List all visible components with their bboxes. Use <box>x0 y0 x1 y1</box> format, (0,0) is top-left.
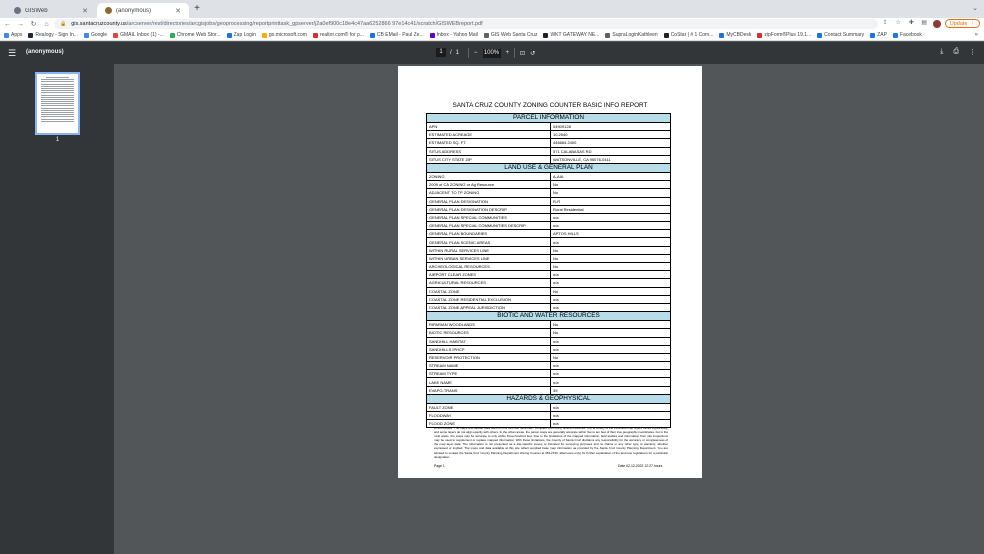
field-value: R-R <box>551 197 671 205</box>
field-value: APTOS HILLS <box>551 230 671 238</box>
field-value: WATSONVILLE, CA 95076-0411 <box>551 155 671 163</box>
table-row <box>427 370 671 378</box>
table-row <box>427 205 671 213</box>
table-row <box>427 172 671 180</box>
email-icon <box>370 33 375 38</box>
zap-icon <box>227 33 232 38</box>
bookmark-star-icon[interactable]: ☆ <box>895 20 901 26</box>
bookmark-label: Chrome Web Stor... <box>176 32 221 38</box>
table-row <box>427 263 671 271</box>
costar-icon <box>664 33 669 38</box>
bookmark-item[interactable] <box>28 32 78 38</box>
bookmark-label: go.microsoft.com <box>268 32 307 38</box>
extensions-puzzle-icon[interactable]: ✚ <box>908 20 914 26</box>
field-value: 446664.2400 <box>551 139 671 147</box>
address-bar[interactable] <box>54 19 878 29</box>
table-row <box>427 181 671 189</box>
field-label: ARCHEOLOGICAL RESOURCES <box>427 263 551 271</box>
update-button[interactable] <box>945 19 980 28</box>
zoom-controls <box>468 48 535 58</box>
table-row <box>427 213 671 221</box>
reading-list-icon[interactable]: ▤ <box>921 20 928 26</box>
table-row <box>427 131 671 139</box>
zipform-icon <box>757 33 762 38</box>
field-label: ESTIMATED ACREAGE <box>427 131 551 139</box>
toolbar-actions <box>881 19 980 28</box>
document-title: (anonymous) <box>26 49 64 55</box>
field-value: No <box>551 263 671 271</box>
field-label: WITHIN URBAN SERVICES LINE <box>427 254 551 262</box>
field-value: No <box>551 321 671 329</box>
field-label: AGRICULTURAL RESOURCES <box>427 279 551 287</box>
thumbnail-page-number: 1 <box>55 137 60 143</box>
table-row <box>427 189 671 197</box>
contact-icon <box>817 33 822 38</box>
table-row <box>427 222 671 230</box>
bookmark-item[interactable] <box>543 32 599 38</box>
field-value: n/a <box>551 403 671 411</box>
bookmark-label: Realogy - Sign In... <box>35 32 78 38</box>
field-label: 2009 of CA ZONING or Ag Resource <box>427 181 551 189</box>
bookmark-label: Google <box>90 32 108 38</box>
table-row <box>427 147 671 155</box>
report-title: SANTA CRUZ COUNTY ZONING COUNTER BASIC INFO REPORT <box>452 102 648 109</box>
new-tab-icon[interactable]: + <box>194 3 200 14</box>
bookmark-item[interactable] <box>430 32 478 38</box>
field-value: No <box>551 246 671 254</box>
download-icon[interactable]: ⤓ <box>940 48 944 55</box>
field-value: n/a <box>551 295 671 303</box>
table-row <box>427 230 671 238</box>
field-value: n/a <box>551 271 671 279</box>
bookmark-label: CoStar | # 1 Com... <box>670 32 714 38</box>
table-row <box>427 279 671 287</box>
field-label: STREAM TYPE <box>427 370 551 378</box>
url-path: /arcserver/rest/directories/arcgisjobs/geoprocessing/reportprinttask_gpserver/j2a0ef900c18e4c47aa6252866 97e14c41/scratch/GISWEBreport.pdf <box>126 21 483 27</box>
back-arrow-icon[interactable]: ← <box>4 20 11 28</box>
section-header-row <box>427 312 671 321</box>
microsoft-icon <box>262 33 267 38</box>
tab-title: (anonymous) <box>116 7 152 14</box>
field-label: COASTAL ZONE <box>427 287 551 295</box>
gmail-icon <box>113 33 118 38</box>
field-label: GENERAL PLAN SCENIC AREAS <box>427 238 551 246</box>
table-row <box>427 295 671 303</box>
tab-anonymous[interactable] <box>97 3 189 18</box>
field-label: APN <box>427 123 551 131</box>
bookmark-item[interactable] <box>313 32 364 38</box>
table-row <box>427 287 671 295</box>
footer-page-label: Page 1 <box>434 464 445 468</box>
field-value: n/a <box>551 279 671 287</box>
field-label: RESERVOIR PROTECTION <box>427 353 551 361</box>
table-row <box>427 412 671 420</box>
rotate-icon[interactable]: ↺ <box>530 50 536 57</box>
hamburger-menu-icon[interactable]: ☰ <box>8 48 17 58</box>
bookmark-item[interactable] <box>262 32 307 38</box>
bookmark-item[interactable] <box>227 32 256 38</box>
field-value: No <box>551 287 671 295</box>
bookmark-label: Facebook <box>899 32 922 38</box>
globe-icon <box>605 33 610 38</box>
bookmark-item[interactable] <box>817 32 864 38</box>
page-thumbnail[interactable] <box>35 72 80 135</box>
field-label: GENERAL PLAN DESIGNATION <box>427 197 551 205</box>
home-icon[interactable]: ⌂ <box>44 20 49 28</box>
page-separator: / <box>450 49 452 56</box>
disclaimer-text: DISCLAIMER: The maps and tabular data used on this web site have been compiled from many different sources. The accuracy of the individual map layers varies significantly, and some layers do not align exactly with others. In the urban areas, the parcel maps are generally accurate within five to ten feet of their true geographic coordinates, but in the rural areas, the maps may be accurate to only within three-hundred feet. Due to the limitations of the mapped information, field studies and information from site inspections may be used to supplement or replace mapped information. With these limitations, the County of Santa Cruz disclaims any responsibility for the accuracy or completeness of the map layer data. The information is not presented as a site-specific survey or intended for surveying purposes and no claims or any other type of warranty, whether expressed or implied. The maps and data available at this site reflect supplied base map information as provided by the Santa Cruz County Planning Department. You are advised to contact the Santa Cruz County Planning Department Zoning Counter at 454-2130, afternoons only) for further explanation of the land use regulations for a particular designation. <box>434 426 668 459</box>
realtor-icon <box>313 33 318 38</box>
bookmark-apps[interactable] <box>4 32 22 38</box>
table-row <box>427 403 671 411</box>
bookmark-label: WKT GATEWAY NE... <box>550 32 600 38</box>
reload-icon[interactable]: ↻ <box>30 20 37 28</box>
field-value: n/a <box>551 213 671 221</box>
field-value: No <box>551 353 671 361</box>
field-label: AIRPORT CLEAR ZONES <box>427 271 551 279</box>
table-row <box>427 321 671 329</box>
field-label: WITHIN RURAL SERVICES LINE <box>427 246 551 254</box>
lock-icon: 🔒 <box>60 21 67 27</box>
field-label: ZONING <box>427 172 551 180</box>
pdf-page <box>398 66 702 478</box>
field-label: ADJACENT TO TP ZONING <box>427 189 551 197</box>
table-row <box>427 303 671 311</box>
bookmark-label: CB EMail - Paul Ze... <box>376 32 424 38</box>
field-label: COASTAL ZONE APPEAL JURISDICTION <box>427 303 551 311</box>
yahoo-mail-icon <box>430 33 435 38</box>
thumbnail-sidebar <box>0 64 114 554</box>
bookmark-label: SupraLoginKathleen <box>612 32 658 38</box>
footer-date: Date 02-12-2022 12:27 hours <box>618 464 663 468</box>
zoom-in-icon[interactable]: + <box>505 50 510 56</box>
field-value: 04909128 <box>551 123 671 131</box>
pdf-actions <box>940 48 976 56</box>
section-header-row <box>427 394 671 403</box>
field-value: No <box>551 329 671 337</box>
facebook-icon <box>893 33 898 38</box>
table-row <box>427 139 671 147</box>
table-row <box>427 362 671 370</box>
field-value: n/a <box>551 420 671 428</box>
field-value: No <box>551 189 671 197</box>
page-navigation <box>436 48 459 57</box>
bookmark-item[interactable] <box>870 32 887 38</box>
field-label: GENERAL PLAN DESIGNATION DESCRIP. <box>427 205 551 213</box>
tab-close-icon[interactable]: ✕ <box>82 7 88 15</box>
field-value: A-AIA <box>551 172 671 180</box>
field-label: SITUS CITY STATE ZIP <box>427 155 551 163</box>
total-pages: 1 <box>455 49 460 56</box>
field-value: 571 CALABASAS RD <box>551 147 671 155</box>
bookmark-label: Inbox - Yahoo Mail <box>436 32 478 38</box>
field-label: GENERAL PLAN BOUNDARIES <box>427 230 551 238</box>
more-options-icon[interactable]: ⋮ <box>969 49 976 56</box>
bookmarks-overflow-icon[interactable]: » <box>974 32 978 38</box>
field-label: SANDHILL HABITAT <box>427 337 551 345</box>
table-row <box>427 238 671 246</box>
wkt-icon <box>543 33 548 38</box>
table-row <box>427 271 671 279</box>
field-label: ESTIMATED SQ. FT. <box>427 139 551 147</box>
field-value: n/a <box>551 412 671 420</box>
bookmark-label: Contact Summary <box>824 32 865 38</box>
toolbar-divider <box>468 48 469 58</box>
field-value: n/a <box>551 303 671 311</box>
apps-grid-icon <box>4 33 9 38</box>
bookmark-label: realtor.com® for p... <box>319 32 364 38</box>
bookmark-item[interactable] <box>370 32 424 38</box>
bookmark-label: Apps <box>11 32 23 38</box>
bookmark-label: MyCBDesk <box>726 32 752 38</box>
field-value: Rural Residential <box>551 205 671 213</box>
toolbar-divider <box>514 48 515 58</box>
field-value: n/a <box>551 362 671 370</box>
field-value: No <box>551 181 671 189</box>
update-label: Update <box>949 20 968 27</box>
bookmark-item[interactable] <box>170 32 221 38</box>
field-value: 10.2540 <box>551 131 671 139</box>
field-label: LAKE NAME <box>427 378 551 386</box>
table-row <box>427 337 671 345</box>
gisweb-favicon-icon <box>14 7 21 14</box>
field-value: n/a <box>551 378 671 386</box>
fit-to-page-icon[interactable]: ⊡ <box>520 50 526 57</box>
browser-tab-bar <box>0 0 984 18</box>
bookmark-item[interactable] <box>484 32 538 38</box>
bookmark-label: GMAIL Inbox (1) -... <box>120 32 164 38</box>
field-label: RIPARIAN WOODLANDS <box>427 321 551 329</box>
bookmark-item[interactable] <box>84 32 107 38</box>
field-label: EVAPO-TRANS <box>427 386 551 394</box>
field-value: n/a <box>551 345 671 353</box>
bookmark-item[interactable] <box>664 32 714 38</box>
field-value: n/a <box>551 222 671 230</box>
table-row <box>427 378 671 386</box>
field-value: n/a <box>551 370 671 378</box>
field-label: BIOTIC RESOURCES <box>427 329 551 337</box>
section-heading: LAND USE & GENERAL PLAN <box>427 163 671 172</box>
table-row <box>427 155 671 163</box>
print-icon[interactable]: ⎙ <box>953 48 959 55</box>
field-value: n/a <box>551 337 671 345</box>
share-icon[interactable]: ⇪ <box>882 20 888 26</box>
section-heading: HAZARDS & GEOPHYSICAL <box>427 394 671 403</box>
table-row <box>427 197 671 205</box>
tab-gisweb[interactable] <box>6 3 96 18</box>
field-label: FLOODWAY <box>427 412 551 420</box>
bookmark-label: Zap Login <box>233 32 256 38</box>
field-label: GENERAL PLAN SPECIAL COMMUNITIES DESCRIP. <box>427 222 551 230</box>
mycbdesk-icon <box>719 33 724 38</box>
field-value: 39 <box>551 386 671 394</box>
table-row <box>427 254 671 262</box>
zoom-out-icon[interactable]: − <box>474 50 478 56</box>
field-label: STREAM NAME <box>427 362 551 370</box>
pdf-toolbar <box>0 42 984 64</box>
bookmark-item[interactable] <box>719 32 751 38</box>
section-heading: PARCEL INFORMATION <box>427 114 671 123</box>
section-header-row <box>427 114 671 123</box>
table-row <box>427 386 671 394</box>
google-icon <box>84 33 89 38</box>
tab-close-icon[interactable]: ✕ <box>175 7 181 15</box>
table-row <box>427 246 671 254</box>
field-value: n/a <box>551 238 671 246</box>
bookmark-label: zipForm®Plus 19.1... <box>764 32 812 38</box>
profile-avatar[interactable] <box>933 20 941 28</box>
section-header-row <box>427 163 671 172</box>
bookmark-label: ZAP <box>877 32 887 38</box>
field-label: SITUS ADDRESS <box>427 147 551 155</box>
tab-title: GISWeb <box>25 7 48 14</box>
forward-arrow-icon[interactable]: → <box>17 20 24 28</box>
field-label: FAULT ZONE <box>427 403 551 411</box>
table-row <box>427 123 671 131</box>
tab-search-chevron-icon[interactable]: ⌄ <box>972 5 978 12</box>
bookmarks-bar <box>0 30 984 41</box>
bookmark-item[interactable] <box>605 32 657 38</box>
field-label: GENERAL PLAN SPECIAL COMMUNITIES <box>427 213 551 221</box>
section-heading: BIOTIC AND WATER RESOURCES <box>427 312 671 321</box>
pdf-favicon-icon <box>105 7 112 14</box>
field-label: FLOOD ZONE <box>427 420 551 428</box>
more-vert-icon: ⋮ <box>969 20 975 27</box>
report-table <box>426 113 671 428</box>
bookmark-item[interactable] <box>113 32 164 38</box>
table-row <box>427 329 671 337</box>
table-row <box>427 345 671 353</box>
page-number-input[interactable]: 1 <box>436 48 446 57</box>
field-value: No <box>551 254 671 262</box>
field-label: SANDHILLS IPHCP <box>427 345 551 353</box>
zap-icon <box>870 33 875 38</box>
table-row <box>427 353 671 361</box>
url-domain: gis.santacruzcounty.us <box>71 21 127 27</box>
bookmark-item[interactable] <box>757 32 811 38</box>
field-label: COASTAL ZONE RESIDENTIAL EXCLUSION <box>427 295 551 303</box>
bookmark-item[interactable] <box>893 32 922 38</box>
realogy-icon <box>28 33 33 38</box>
zoom-level-input[interactable]: 100% <box>483 49 500 56</box>
bookmark-label: GIS Web Santa Cruz <box>490 32 538 38</box>
browser-toolbar <box>0 18 984 30</box>
globe-icon <box>484 33 489 38</box>
chrome-store-icon <box>170 33 175 38</box>
